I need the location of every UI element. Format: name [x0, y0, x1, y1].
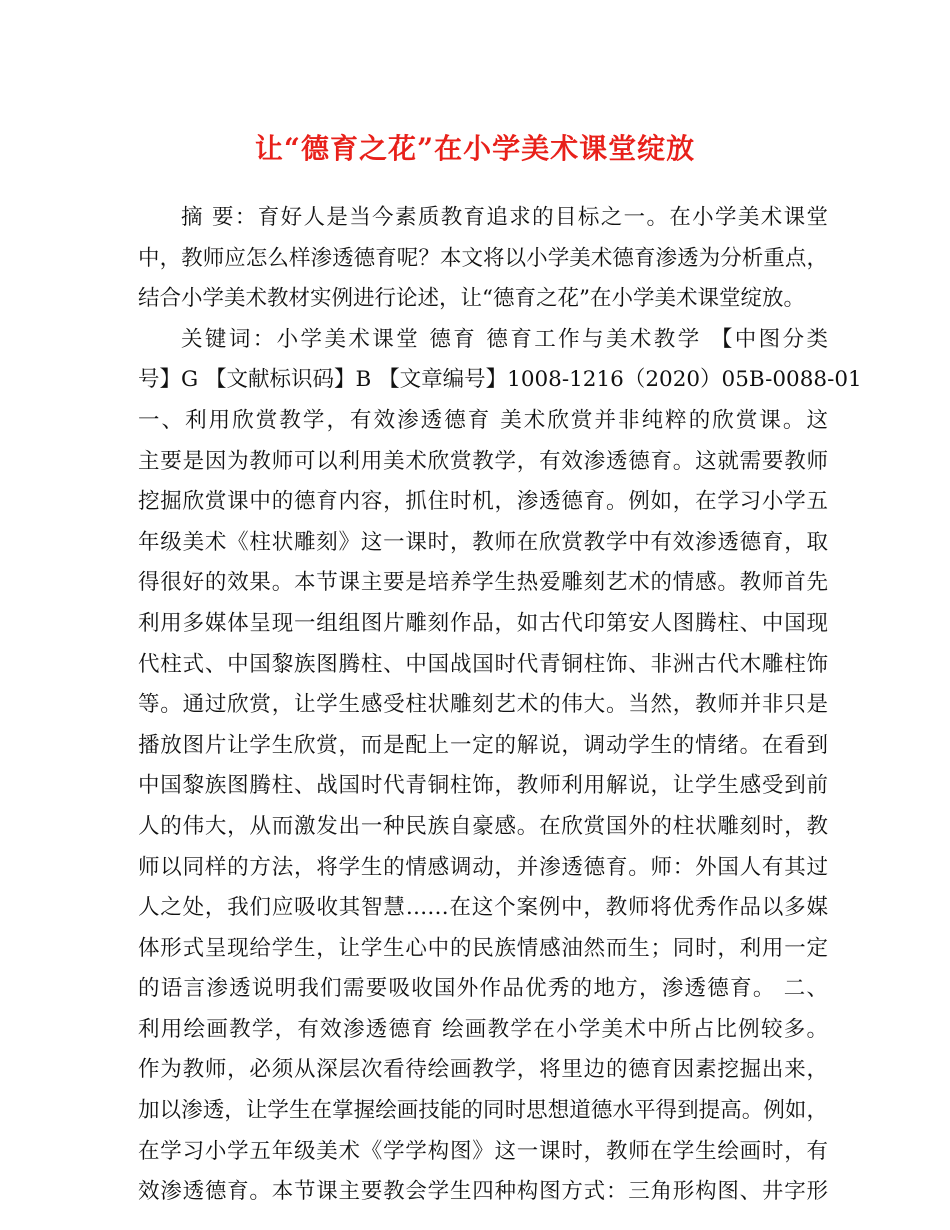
text-line: 一、利用欣赏教学，有效渗透德育 美术欣赏并非纯粹的欣赏课。这	[138, 407, 828, 433]
text-line: 等。通过欣赏，让学生感受柱状雕刻艺术的伟大。当然，教师并非只是	[138, 692, 828, 718]
text-line: 师以同样的方法，将学生的情感调动，并渗透德育。师：外国人有其过	[138, 854, 828, 880]
text-line: 效渗透德育。本节课主要教会学生四种构图方式：三角形构图、井字形	[138, 1179, 828, 1205]
text-line: 得很好的效果。本节课主要是培养学生热爱雕刻艺术的情感。教师首先	[138, 570, 828, 596]
text-line: 代柱式、中国黎族图腾柱、中国战国时代青铜柱饰、非洲古代木雕柱饰	[138, 651, 828, 677]
text-line: 的语言渗透说明我们需要吸收国外作品优秀的地方，渗透德育。 二、	[138, 976, 828, 1002]
text-line: 播放图片让学生欣赏，而是配上一定的解说，调动学生的情绪。在看到	[138, 732, 828, 758]
text-line: 号】G 【文献标识码】B 【文章编号】1008-1216（2020）05B-0088-01	[138, 367, 862, 393]
text-line: 年级美术《柱状雕刻》这一课时，教师在欣赏教学中有效渗透德育，取	[138, 529, 828, 555]
text-line: 关键词：小学美术课堂 德育 德育工作与美术教学 【中图分类	[181, 326, 828, 352]
text-line: 摘 要：育好人是当今素质教育追求的目标之一。在小学美术课堂	[181, 205, 828, 230]
text-line: 作为教师，必须从深层次看待绘画教学，将里边的德育因素挖掘出来，	[138, 1057, 828, 1083]
text-line: 利用多媒体呈现一组组图片雕刻作品，如古代印第安人图腾柱、中国现	[138, 610, 828, 636]
document-body	[138, 198, 862, 1213]
text-line: 利用绘画教学，有效渗透德育 绘画教学在小学美术中所占比例较多。	[138, 1016, 828, 1042]
text-line: 主要是因为教师可以利用美术欣赏教学，有效渗透德育。这就需要教师	[138, 448, 828, 474]
text-line: 体形式呈现给学生，让学生心中的民族情感油然而生；同时，利用一定	[138, 935, 828, 961]
document-title: 让“德育之花”在小学美术课堂绽放	[254, 132, 696, 165]
text-line: 结合小学美术教材实例进行论述，让“德育之花”在小学美术课堂绽放。	[138, 286, 805, 312]
text-line: 在学习小学五年级美术《学学构图》这一课时，教师在学生绘画时，有	[138, 1138, 828, 1164]
text-line: 挖掘欣赏课中的德育内容，抓住时机，渗透德育。例如，在学习小学五	[138, 489, 828, 515]
text-line: 人之处，我们应吸收其智慧……在这个案例中，教师将优秀作品以多媒	[138, 895, 828, 921]
text-line: 中，教师应怎么样渗透德育呢？本文将以小学美术德育渗透为分析重点，	[138, 245, 828, 271]
text-line: 人的伟大，从而激发出一种民族自豪感。在欣赏国外的柱状雕刻时，教	[138, 813, 828, 839]
text-line: 加以渗透，让学生在掌握绘画技能的同时思想道德水平得到提高。例如，	[138, 1098, 828, 1124]
text-line: 中国黎族图腾柱、战国时代青铜柱饰，教师利用解说，让学生感受到前	[138, 773, 828, 799]
